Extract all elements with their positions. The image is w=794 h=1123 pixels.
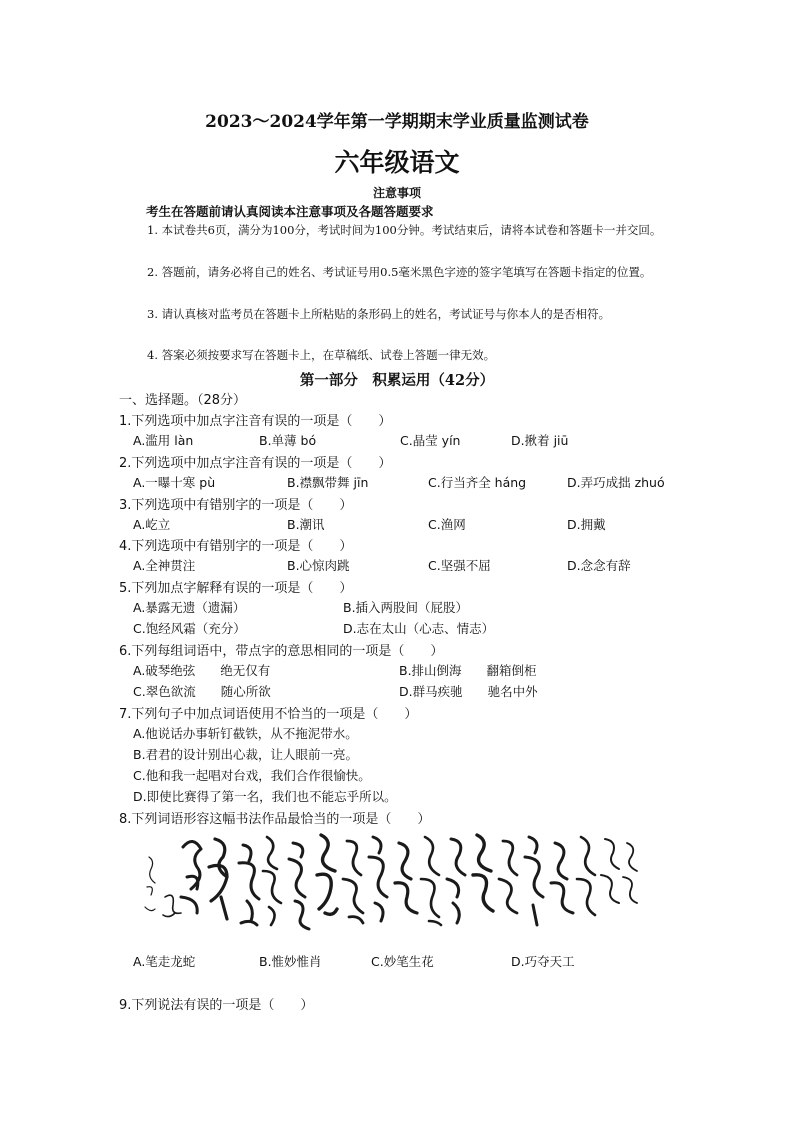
part-title: 第一部分 积累运用（42分） bbox=[299, 372, 495, 389]
option-b: B.心惊肉跳 bbox=[287, 558, 350, 573]
question-stem: 3.下列选项中有错别字的一项是（ ） bbox=[119, 498, 353, 513]
option-d: D.弄巧成拙 zhuó bbox=[567, 475, 665, 490]
option-a: A.笔走龙蛇 bbox=[133, 954, 196, 969]
option-c: C.他和我一起唱对台戏，我们合作很愉快。 bbox=[133, 768, 371, 783]
option-d: D.即使比赛得了第一名，我们也不能忘乎所以。 bbox=[133, 789, 397, 804]
section-heading: 一、选择题。（28分） bbox=[119, 393, 247, 408]
question-stem: 4.下列选项中有错别字的一项是（ ） bbox=[119, 539, 353, 554]
option-a: A.暴露无遗（遗漏） bbox=[133, 600, 246, 615]
option-c: C.坚强不屈 bbox=[428, 558, 491, 573]
question-stem: 6.下列每组词语中，带点字的意思相同的一项是（ ） bbox=[119, 644, 444, 659]
notice-item: 1. 本试卷共6页，满分为100分，考试时间为100分钟。考试结束后，请将本试卷和答题卡一并交回。 bbox=[147, 223, 662, 237]
option-a: A.屹立 bbox=[133, 517, 171, 532]
calligraphy-image bbox=[143, 827, 643, 943]
question-stem: 7.下列句子中加点词语使用不恰当的一项是（ ） bbox=[119, 707, 418, 722]
option-c: C.行当齐全 háng bbox=[428, 475, 527, 490]
question-stem: 1.下列选项中加点字注音有误的一项是（ ） bbox=[119, 414, 392, 429]
option-b: B.惟妙惟肖 bbox=[259, 954, 322, 969]
subject-title: 六年级语文 bbox=[334, 148, 460, 177]
question-stem: 9.下列说法有误的一项是（ ） bbox=[119, 998, 314, 1013]
option-d: D.群马疾驰 驰名中外 bbox=[399, 684, 538, 699]
option-b: B.君君的设计别出心裁，让人眼前一亮。 bbox=[133, 747, 359, 762]
option-b: B.排山倒海 翻箱倒柜 bbox=[399, 663, 537, 678]
option-c: C.渔网 bbox=[428, 517, 466, 532]
option-c: C.翠色欲流 随心所欲 bbox=[133, 684, 271, 699]
option-d: D.巧夺天工 bbox=[511, 954, 575, 969]
option-a: A.一曝十寒 pù bbox=[133, 475, 216, 490]
notice-item: 3. 请认真核对监考员在答题卡上所粘贴的条形码上的姓名，考试证号与你本人的是否相符。 bbox=[147, 307, 611, 321]
question-stem: 2.下列选项中加点字注音有误的一项是（ ） bbox=[119, 456, 392, 471]
notice-item: 2. 答题前，请务必将自己的姓名、考试证号用0.5毫米黑色字迹的签字笔填写在答题卡指定的位置。 bbox=[147, 265, 652, 279]
option-a: A.滥用 làn bbox=[133, 433, 194, 448]
option-b: B.潮讯 bbox=[287, 517, 325, 532]
option-d: D.念念有辞 bbox=[567, 558, 631, 573]
question-stem: 5.下列加点字解释有误的一项是（ ） bbox=[119, 581, 353, 596]
notice-item: 4. 答案必须按要求写在答题卡上，在草稿纸、试卷上答题一律无效。 bbox=[147, 348, 496, 362]
option-d: D.揪着 jiū bbox=[511, 433, 569, 448]
option-d: D.志在太山（心志、情志） bbox=[343, 621, 495, 636]
option-c: C.晶莹 yín bbox=[400, 433, 461, 448]
option-a: A.破琴绝弦 绝无仅有 bbox=[133, 663, 271, 678]
option-b: B.单薄 bó bbox=[259, 433, 317, 448]
option-c: C.饱经风霜（充分） bbox=[133, 621, 246, 636]
notice-intro: 考生在答题前请认真阅读本注意事项及各题答题要求 bbox=[146, 204, 434, 219]
option-a: A.全神贯注 bbox=[133, 558, 196, 573]
notice-heading: 注意事项 bbox=[372, 186, 421, 200]
option-b: B.插入两股间（屁股） bbox=[343, 600, 469, 615]
option-d: D.拥戴 bbox=[567, 517, 606, 532]
exam-title: 2023～2024学年第一学期期末学业质量监测试卷 bbox=[205, 112, 589, 132]
option-b: B.襟飘带舞 jīn bbox=[287, 475, 369, 490]
option-c: C.妙笔生花 bbox=[371, 954, 434, 969]
option-a: A.他说话办事斩钉截铁，从不拖泥带水。 bbox=[133, 726, 358, 741]
question-stem: 8.下列词语形容这幅书法作品最恰当的一项是（ ） bbox=[119, 812, 431, 827]
